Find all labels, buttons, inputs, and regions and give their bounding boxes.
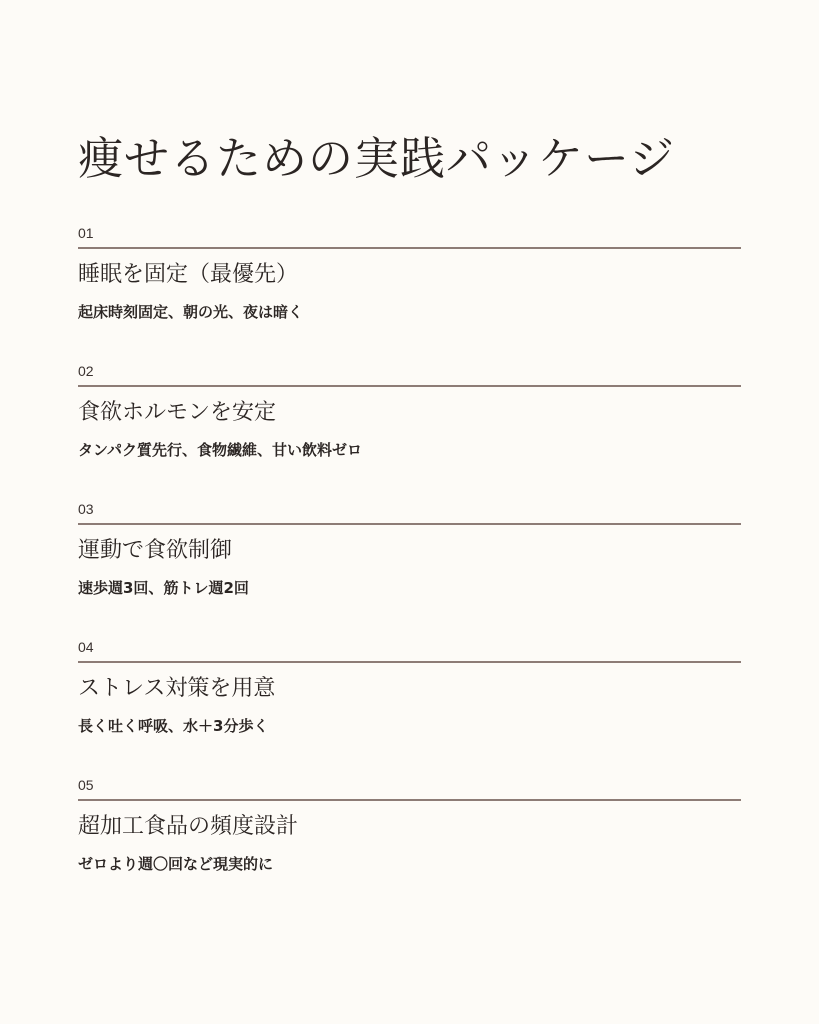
- section-number: 02: [78, 363, 94, 379]
- section-number: 01: [78, 225, 94, 241]
- section-divider: [78, 661, 741, 663]
- section-heading: 睡眠を固定（最優先）: [78, 262, 299, 287]
- section-heading: ストレス対策を用意: [78, 676, 276, 701]
- section-2: [78, 362, 741, 482]
- section-description: ゼロより週〇回など現実的に: [78, 855, 274, 873]
- section-description: 長く吐く呼吸、水＋3分歩く: [78, 717, 269, 735]
- section-description: タンパク質先行、食物繊維、甘い飲料ゼロ: [78, 441, 362, 459]
- page: [78, 0, 741, 1024]
- section-heading: 運動で食欲制御: [78, 538, 233, 563]
- section-3: [78, 500, 741, 620]
- section-number: 03: [78, 501, 94, 517]
- section-divider: [78, 799, 741, 801]
- section-1: [78, 224, 741, 344]
- section-divider: [78, 385, 741, 387]
- section-divider: [78, 523, 741, 525]
- page-title: 痩せるための実践パッケージ: [78, 132, 676, 185]
- section-5: [78, 776, 741, 896]
- section-heading: 食欲ホルモンを安定: [78, 400, 277, 425]
- section-4: [78, 638, 741, 758]
- section-description: 速歩週3回、筋トレ週2回: [78, 579, 249, 597]
- section-number: 04: [78, 639, 94, 655]
- section-number: 05: [78, 777, 94, 793]
- section-heading: 超加工食品の頻度設計: [78, 814, 299, 839]
- section-divider: [78, 247, 741, 249]
- section-description: 起床時刻固定、朝の光、夜は暗く: [78, 303, 304, 321]
